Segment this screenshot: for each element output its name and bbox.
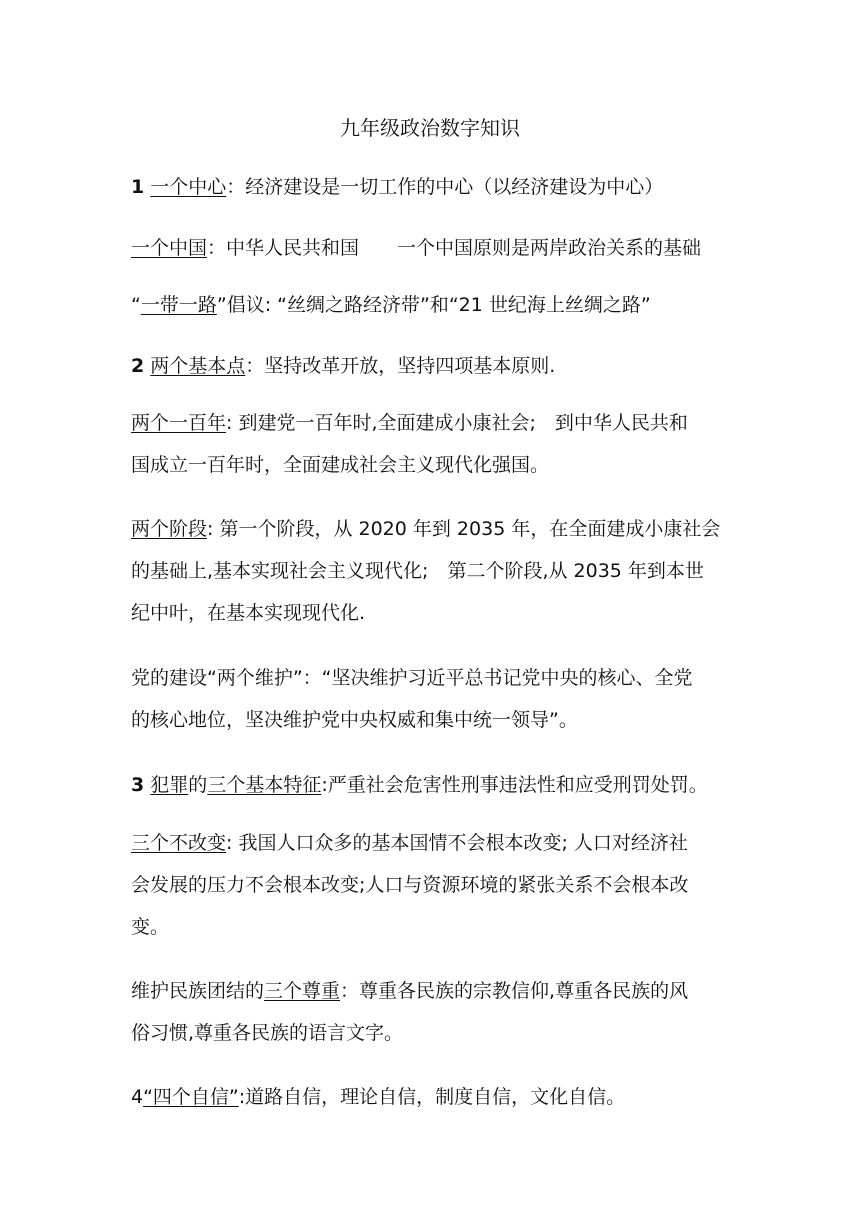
paragraph-line: 纪中叶，在基本实现现代化. bbox=[131, 602, 366, 624]
paragraph-four-confidences bbox=[131, 1076, 731, 1118]
paragraph-one-china bbox=[131, 227, 731, 269]
paragraph-line: 的核心地位，坚决维护党中央权威和集中统一领导”。 bbox=[131, 709, 578, 731]
term-four-confidences: “四个自信” bbox=[143, 1086, 239, 1108]
term-one-china: 一个中国 bbox=[131, 237, 208, 259]
definition-text: : 第一个阶段，从 2020 年到 2035 年，在全面建成小康社会 bbox=[207, 518, 721, 540]
paragraph-two-centenaries bbox=[131, 402, 731, 486]
paragraph-line bbox=[131, 508, 731, 550]
connector-text: 的 bbox=[188, 774, 208, 796]
paragraph-three-unchanged bbox=[131, 822, 731, 948]
paragraph-line bbox=[131, 970, 731, 1012]
definition-text: ：尊重各民族的宗教信仰,尊重各民族的风 bbox=[340, 980, 689, 1002]
definition-text: : 我国人口众多的基本国情不会根本改变; 人口对经济社 bbox=[226, 832, 688, 854]
paragraph-three-respects bbox=[131, 970, 731, 1054]
term-two-stages: 两个阶段 bbox=[131, 518, 208, 540]
paragraph-line: 会发展的压力不会根本改变;人口与资源环境的紧张关系不会根本改 bbox=[131, 874, 689, 896]
item-number: 4 bbox=[131, 1086, 144, 1108]
term-three-unchanged: 三个不改变 bbox=[131, 832, 227, 854]
item-number: 1 bbox=[131, 176, 145, 198]
term-three-basic-features: 三个基本特征 bbox=[207, 774, 322, 796]
paragraph-line: 国成立一百年时，全面建成社会主义现代化强国。 bbox=[131, 454, 550, 476]
page-title: 九年级政治数字知识 bbox=[340, 116, 520, 140]
paragraph-two-upholds bbox=[131, 657, 731, 741]
paragraph-two-stages bbox=[131, 508, 731, 634]
paragraph-belt-and-road bbox=[131, 284, 731, 326]
term-two-basic-points: 两个基本点 bbox=[150, 355, 246, 377]
definition-text: : 到建党一百年时,全面建成小康社会; 到中华人民共和 bbox=[226, 412, 688, 434]
paragraph-two-basic-points bbox=[131, 345, 731, 387]
item-number: 3 bbox=[131, 774, 145, 796]
definition-text: ”倡议: “丝绸之路经济带”和“21 世纪海上丝绸之路” bbox=[216, 294, 651, 316]
paragraph-line: 的基础上,基本实现社会主义现代化; 第二个阶段,从 2035 年到本世 bbox=[131, 560, 704, 582]
prefix-text: 维护民族团结的 bbox=[131, 980, 265, 1002]
definition-text: ：经济建设是一切工作的中心（以经济建设为中心） bbox=[226, 176, 664, 198]
item-number: 2 bbox=[131, 355, 145, 377]
paragraph-line: 俗习惯,尊重各民族的语言文字。 bbox=[131, 1022, 404, 1044]
paragraph-line: 变。 bbox=[131, 916, 170, 938]
paragraph-line: 党的建设“两个维护”：“坚决维护习近平总书记党中央的核心、全党 bbox=[131, 667, 693, 689]
definition-text: :道路自信，理论自信，制度自信，文化自信。 bbox=[238, 1086, 626, 1108]
term-belt-and-road: 一带一路 bbox=[140, 294, 217, 316]
term-one-center: 一个中心 bbox=[150, 176, 227, 198]
open-quote: “ bbox=[131, 294, 141, 316]
term-crime: 犯罪 bbox=[150, 774, 189, 796]
term-three-respects: 三个尊重 bbox=[264, 980, 341, 1002]
definition-text: ：中华人民共和国 一个中国原则是两岸政治关系的基础 bbox=[207, 237, 702, 259]
paragraph-one-center bbox=[131, 166, 731, 208]
definition-text: ：坚持改革开放，坚持四项基本原则. bbox=[245, 355, 556, 377]
term-two-centenaries: 两个一百年 bbox=[131, 412, 227, 434]
definition-text: :严重社会危害性刑事违法性和应受刑罚处罚。 bbox=[321, 774, 708, 796]
paragraph-line bbox=[131, 822, 731, 864]
paragraph-crime-features bbox=[131, 764, 731, 806]
paragraph-line bbox=[131, 402, 731, 444]
